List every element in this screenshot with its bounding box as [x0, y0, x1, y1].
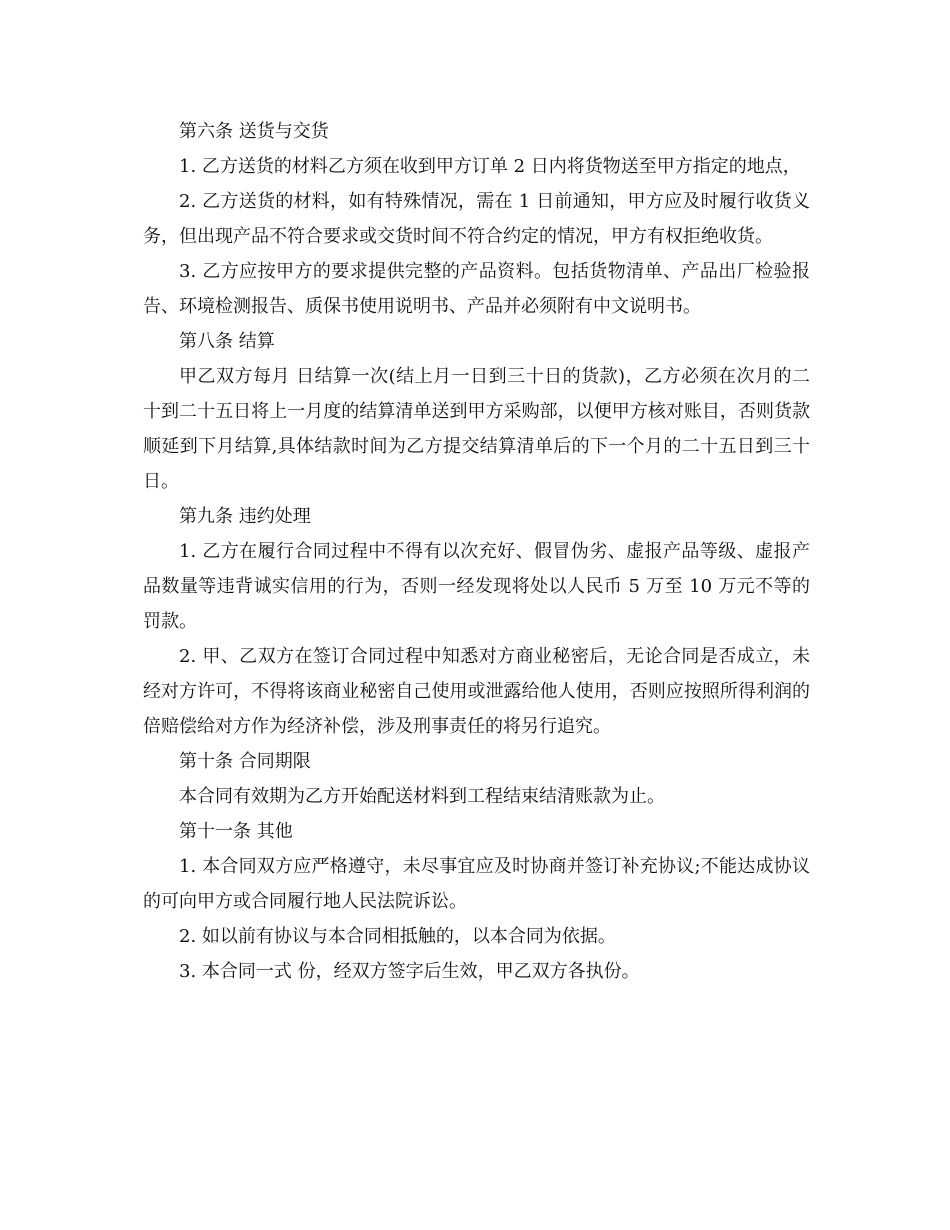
section-6 [143, 114, 810, 324]
section-heading: 第六条 送货与交货 [179, 121, 329, 142]
section-paragraph: 3. 乙方应按甲方的要求提供完整的产品资料。包括货物清单、产品出厂检验报告、环境检测报告、质保书使用说明书、产品并必须附有中文说明书。 [143, 261, 810, 317]
section-paragraph: 2. 乙方送货的材料，如有特殊情况，需在 1 日前通知，甲方应及时履行收货义务，但出现产品不符合要求或交货时间不符合约定的情况，甲方有权拒绝收货。 [143, 191, 810, 247]
section-8 [143, 324, 810, 499]
section-paragraph: 本合同有效期为乙方开始配送材料到工程结束结清账款为止。 [179, 786, 665, 807]
document-body [143, 114, 810, 989]
section-paragraph: 甲乙双方每月 日结算一次(结上月一日到三十日的货款)，乙方必须在次月的二十到二十五日将上一月度的结算清单送到甲方采购部，以便甲方核对账目，否则货款顺延到下月结算,具体结款时间为乙方提交结算清单后的下一个月的二十五日到三十日。 [143, 366, 810, 492]
section-10 [143, 744, 810, 814]
section-heading: 第十条 合同期限 [179, 751, 311, 772]
section-paragraph: 1. 乙方在履行合同过程中不得有以次充好、假冒伪劣、虚报产品等级、虚报产品数量等违背诚实信用的行为，否则一经发现将处以人民币 5 万至 10 万元不等的罚款。 [143, 541, 810, 632]
section-heading: 第八条 结算 [179, 331, 275, 352]
section-paragraph: 2. 如以前有协议与本合同相抵触的，以本合同为依据。 [179, 926, 616, 947]
section-11 [143, 814, 810, 989]
section-9 [143, 499, 810, 744]
section-heading: 第十一条 其他 [179, 821, 293, 842]
section-heading: 第九条 违约处理 [179, 506, 311, 527]
section-paragraph: 2. 甲、乙双方在签订合同过程中知悉对方商业秘密后，无论合同是否成立，未经对方许可，不得将该商业秘密自己使用或泄露给他人使用，否则应按照所得利润的 倍赔偿给对方作为经济补偿，涉及刑事责任的将另行追究。 [143, 646, 810, 737]
section-paragraph: 1. 乙方送货的材料乙方须在收到甲方订单 2 日内将货物送至甲方指定的地点， [179, 156, 801, 177]
section-paragraph: 3. 本合同一式 份，经双方签字后生效，甲乙双方各执份。 [179, 961, 640, 982]
section-paragraph: 1. 本合同双方应严格遵守，未尽事宜应及时协商并签订补充协议;不能达成协议的可向甲方或合同履行地人民法院诉讼。 [143, 856, 810, 912]
